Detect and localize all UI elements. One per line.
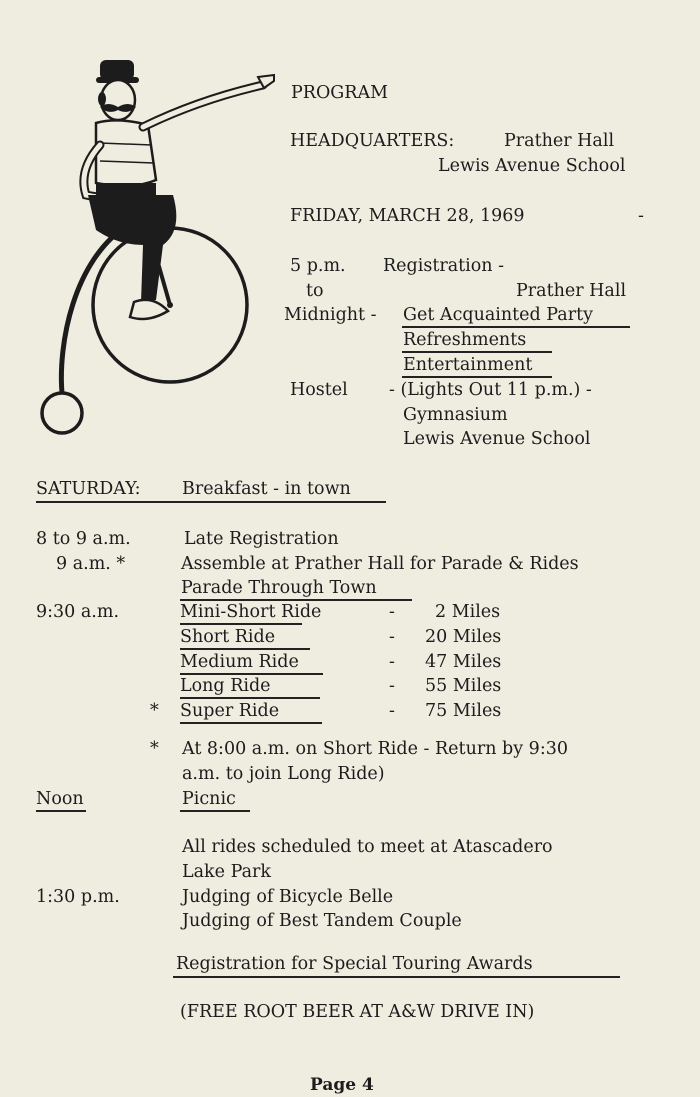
- friday-dash: -: [638, 206, 644, 226]
- ride-miles: 2 Miles: [435, 602, 501, 622]
- friday-entertainment: Entertainment: [403, 355, 533, 375]
- friday-registration-place: Prather Hall: [516, 281, 627, 301]
- assemble-time: 9 a.m. *: [56, 554, 126, 574]
- friday-refreshments: Refreshments: [403, 330, 527, 350]
- picnic-underline: [180, 810, 250, 812]
- headquarters-line1: Prather Hall: [504, 131, 615, 151]
- friday-party: Get Acquainted Party: [403, 305, 594, 325]
- footnote-line1: At 8:00 a.m. on Short Ride - Return by 9:30: [182, 739, 568, 759]
- ride-dash: -: [389, 627, 395, 647]
- ride-star: *: [150, 701, 159, 721]
- saturday-label: SATURDAY:: [36, 479, 141, 499]
- ride-underline: [180, 648, 310, 650]
- ride-miles: 75 Miles: [425, 701, 502, 721]
- ride-name: Long Ride: [180, 676, 271, 696]
- entertainment-underline: [402, 376, 552, 378]
- parade: Parade Through Town: [181, 578, 377, 598]
- ride-name: Medium Ride: [180, 652, 299, 672]
- ride-underline: [180, 722, 322, 724]
- ride-underline: [180, 623, 302, 625]
- headquarters-line2: Lewis Avenue School: [438, 156, 626, 176]
- late-registration-time: 8 to 9 a.m.: [36, 529, 131, 549]
- free-root-beer: (FREE ROOT BEER AT A&W DRIVE IN): [180, 1002, 535, 1022]
- footnote-star: *: [150, 739, 159, 759]
- judging-time: 1:30 p.m.: [36, 887, 120, 907]
- saturday-underline: [36, 501, 386, 503]
- rides-time: 9:30 a.m.: [36, 602, 120, 622]
- friday-hostel: Hostel: [290, 380, 348, 400]
- ride-name: Super Ride: [180, 701, 280, 721]
- touring-awards-underline: [173, 976, 620, 978]
- friday-midnight: Midnight -: [284, 305, 377, 325]
- assemble: Assemble at Prather Hall for Parade & Rides: [181, 554, 579, 574]
- ride-miles: 55 Miles: [425, 676, 502, 696]
- penny-farthing-cyclist-illustration: [38, 55, 288, 440]
- saturday-breakfast: Breakfast - in town: [182, 479, 351, 499]
- friday-registration: Registration -: [383, 256, 505, 276]
- ride-dash: -: [389, 701, 395, 721]
- refreshments-underline: [402, 351, 552, 353]
- judging-belle: Judging of Bicycle Belle: [182, 887, 394, 907]
- noon-underline: [36, 810, 86, 812]
- friday-school: Lewis Avenue School: [403, 429, 591, 449]
- ride-dash: -: [389, 602, 395, 622]
- page-number: Page 4: [310, 1075, 374, 1095]
- headquarters-label: HEADQUARTERS:: [290, 131, 455, 151]
- ride-underline: [180, 697, 320, 699]
- footnote-line2: a.m. to join Long Ride): [182, 764, 385, 784]
- all-rides-line2: Lake Park: [182, 862, 271, 882]
- friday-to: to: [306, 281, 324, 301]
- friday-lights-out: - (Lights Out 11 p.m.) -: [389, 380, 592, 400]
- friday-date-heading: FRIDAY, MARCH 28, 1969: [290, 206, 525, 226]
- friday-start-time: 5 p.m.: [290, 256, 346, 276]
- ride-name: Mini-Short Ride: [180, 602, 322, 622]
- party-underline: [402, 326, 630, 328]
- ride-name: Short Ride: [180, 627, 276, 647]
- noon-time: Noon: [36, 789, 84, 809]
- friday-gymnasium: Gymnasium: [403, 405, 508, 425]
- program-title: PROGRAM: [291, 83, 389, 103]
- ride-dash: -: [389, 652, 395, 672]
- picnic: Picnic: [182, 789, 236, 809]
- ride-miles: 20 Miles: [425, 627, 502, 647]
- late-registration: Late Registration: [184, 529, 339, 549]
- judging-tandem: Judging of Best Tandem Couple: [182, 911, 462, 931]
- touring-awards: Registration for Special Touring Awards: [176, 954, 533, 974]
- ride-miles: 47 Miles: [425, 652, 502, 672]
- all-rides-line1: All rides scheduled to meet at Atascadero: [182, 837, 553, 857]
- ride-dash: -: [389, 676, 395, 696]
